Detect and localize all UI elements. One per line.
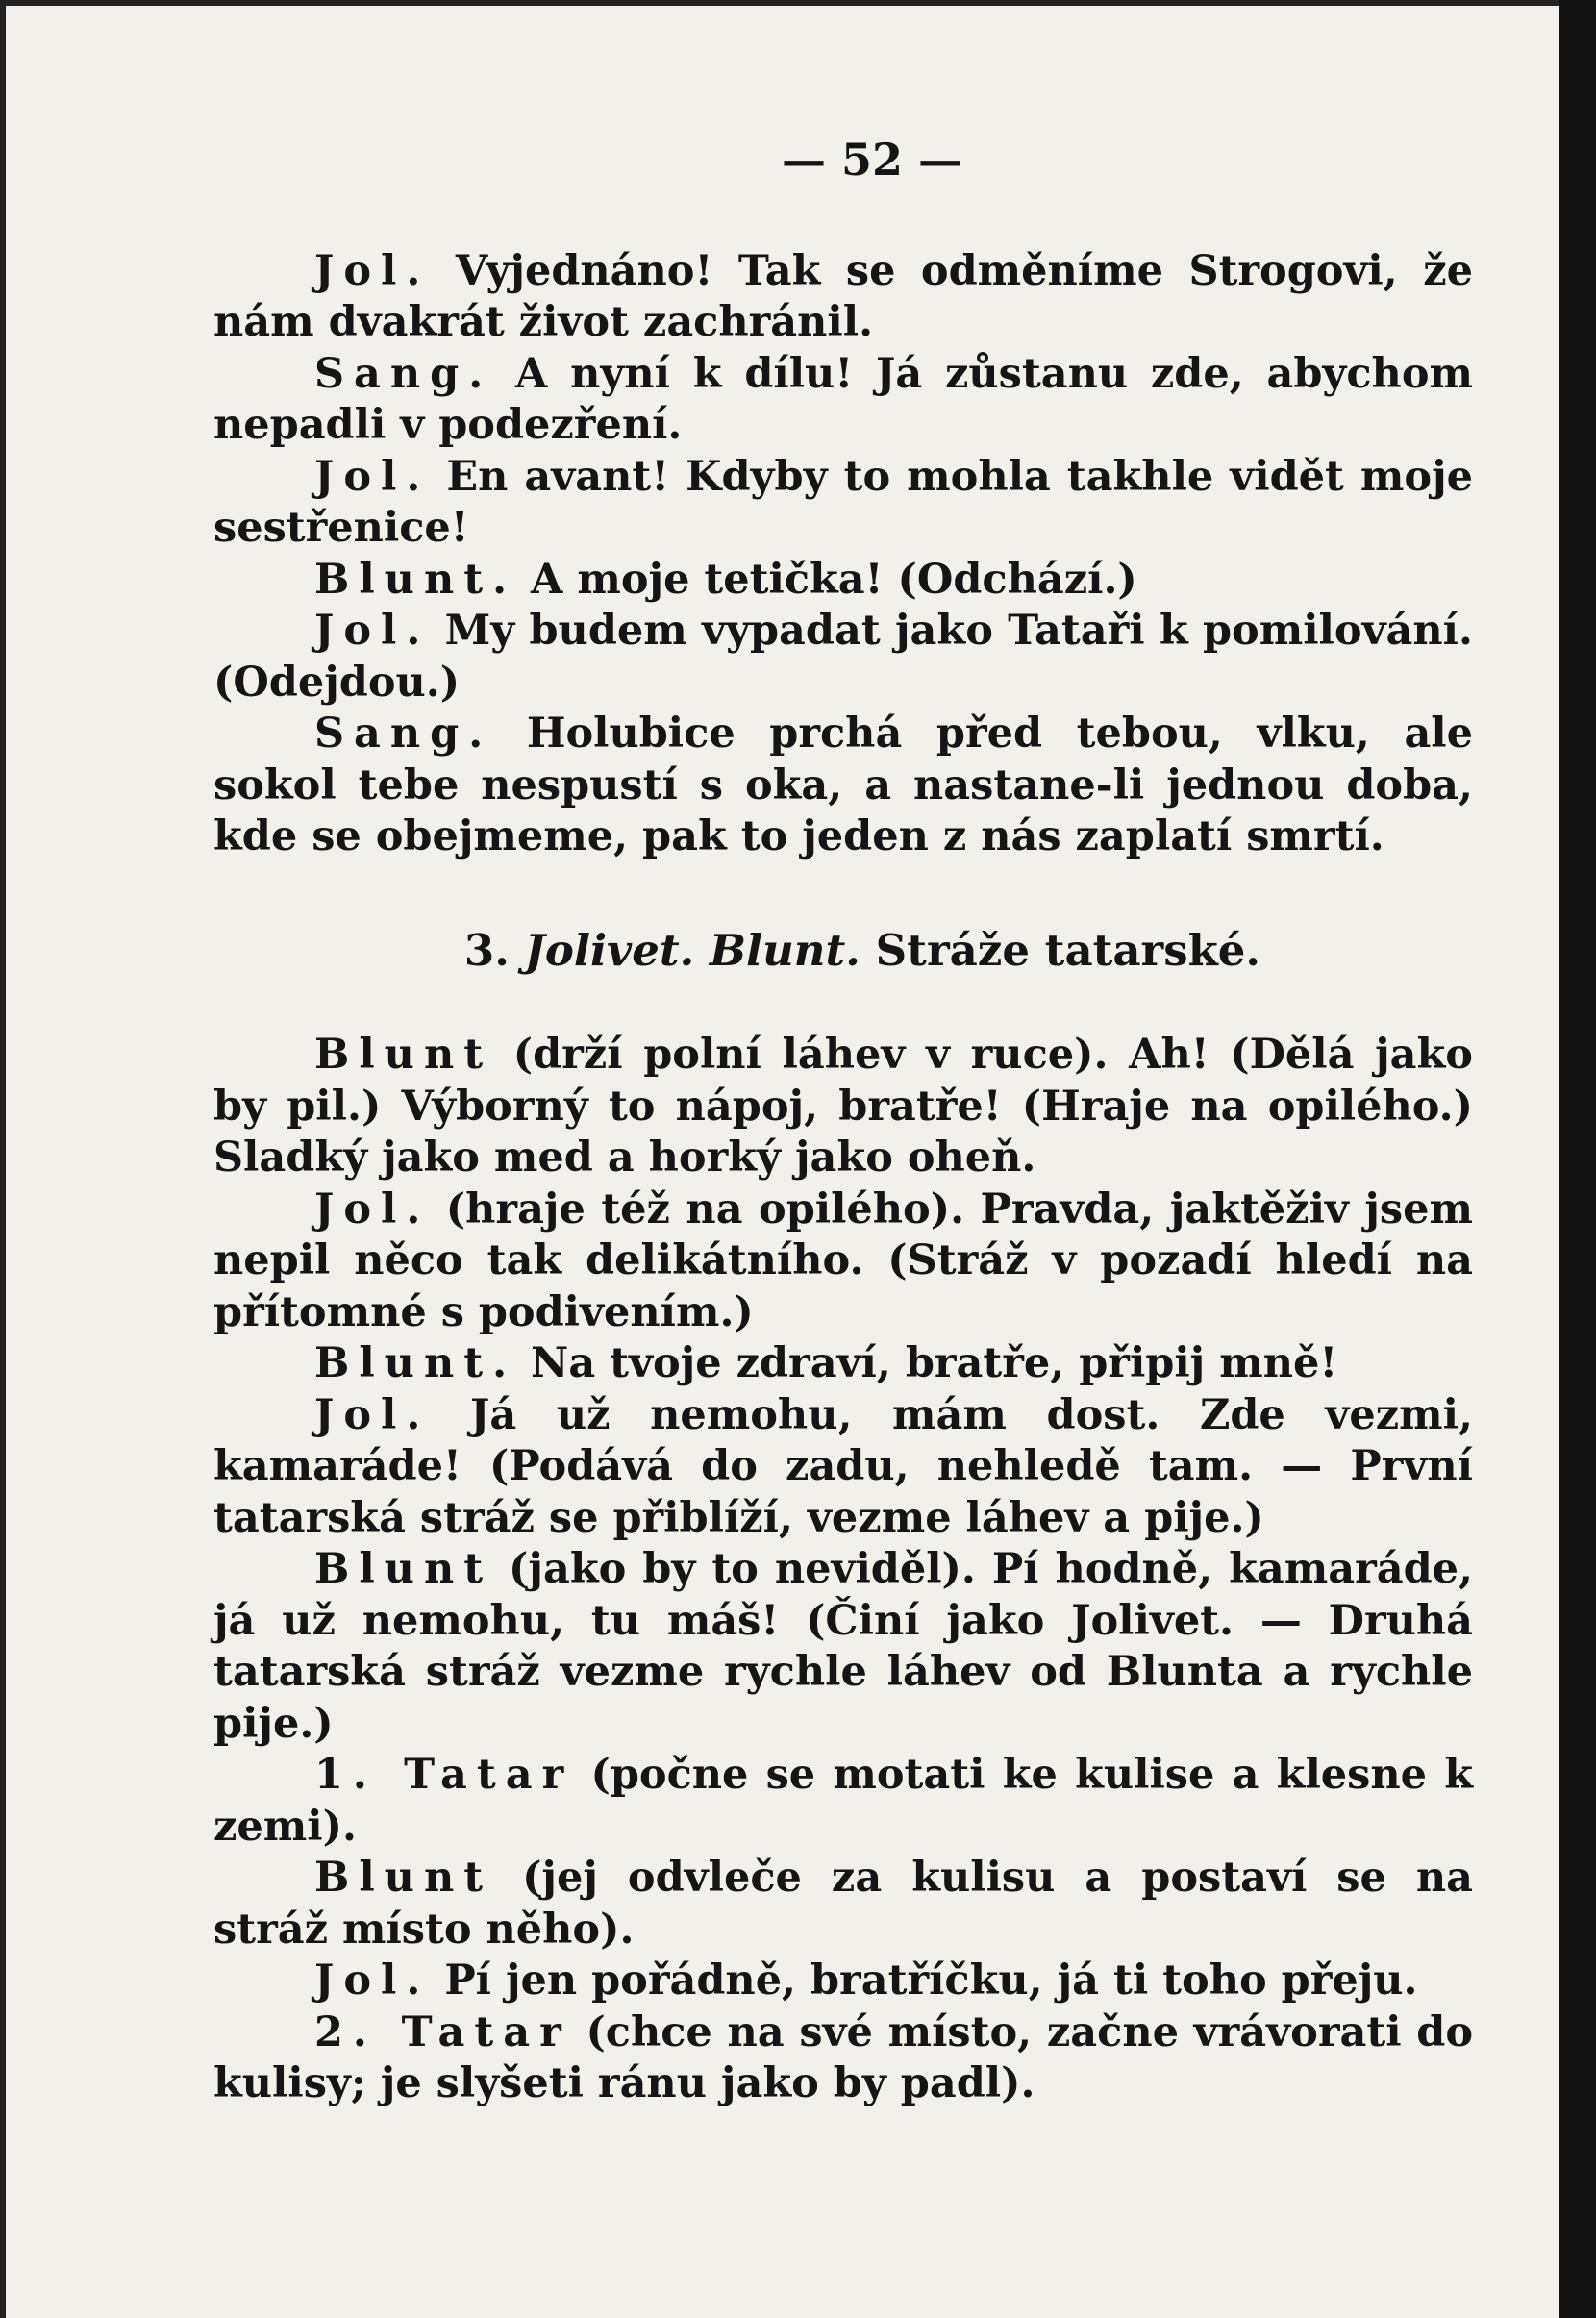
dialogue-line [213,1750,1473,1853]
line-text: Holubice prchá před tebou, vlku, ale sokol tebe nespustí s oka, a nastane-li jednou doba, kde se obejmeme, pak to jeden z nás zaplatí smrtí. [213,710,1473,860]
page-text [213,135,1473,2110]
line-text: Já už nemohu, mám dost. Zde vezmi, kamaráde! (Podává do zadu, nehledě tam. — První tatarská stráž se přiblíží, vezme láhev a pije.) [213,1390,1473,1542]
speaker-name: Jol. [314,607,431,655]
line-text: (drží polní láhev v ruce). Ah! (Dělá jako by pil.) Výborný to nápoj, bratře! (Hraje na opilého.) Sladký jako med a horký jako oheň. [213,1031,1473,1182]
speaker-name: Blunt [314,1545,493,1593]
line-text: My budem vypadat jako Tataři k pomilování. (Odejdou.) [213,607,1473,707]
speaker-name: 2. Tatar [314,2007,571,2056]
speaker-name: Sang. [314,710,493,758]
dialogue-line [213,1390,1473,1545]
dialogue-line [213,709,1473,863]
dialogue-line [213,1338,1473,1390]
line-text: (počne se motati ke kulise a klesne k zemi). [213,1751,1474,1851]
dialogue-line [213,1956,1473,2007]
line-text: Vyjednáno! Tak se odměníme Strogovi, že nám dvakrát život zachránil. [213,246,1473,346]
scene-heading [213,925,1473,977]
line-text: Pí jen pořádně, bratříčku, já ti toho přeju. [430,1957,1418,2005]
line-text: (hraje též na opilého). Pravda, jaktěživ jsem nepil něco tak delikátního. (Stráž v pozadí hledí na přítomné s podivením.) [213,1184,1473,1336]
line-text: En avant! Kdyby to mohla takhle vidět moje sestřenice! [213,452,1473,552]
speaker-name: Blunt [314,1031,493,1079]
speaker-name: Jol. [314,1957,431,2005]
dialogue-line [213,555,1473,607]
line-text: Na tvoje zdraví, bratře, připij mně! [516,1339,1338,1387]
speaker-name: Blunt. [314,555,517,604]
scene-number: 3. [463,924,510,976]
dialogue-block-2 [213,1030,1473,2110]
dialogue-line [213,349,1473,452]
speaker-name: Blunt [314,1854,493,1902]
dialogue-line [213,1184,1473,1339]
dialogue-block-1 [213,246,1473,863]
line-text: A moje tetička! (Odchází.) [516,555,1137,604]
speaker-name: 1. Tatar [314,1751,574,1799]
dialogue-line [213,1030,1473,1184]
line-text: A nyní k dílu! Já zůstanu zde, abychom nepadli v podezření. [213,349,1473,449]
dialogue-line [213,1853,1473,1956]
dialogue-line [213,246,1473,349]
speaker-name: Jol. [314,1390,431,1439]
speaker-name: Jol. [314,246,431,295]
line-text: (chce na své místo, začne vrávorati do kulisy; je slyšeti ránu jako by padl). [213,2007,1473,2107]
page-number: — 52 — [781,134,963,186]
speaker-name: Jol. [314,1184,431,1234]
speaker-name: Blunt. [314,1339,517,1387]
dialogue-line [213,2007,1473,2110]
scene-rest: Stráže tatarské. [875,924,1261,976]
line-text: (jako by to neviděl). Pí hodně, kamaráde, já už nemohu, tu máš! (Činí jako Jolivet. — Druhá tatarská stráž vezme rychle láhev od Blunta a rychle pije.) [213,1545,1473,1748]
scene-persons: Jolivet. Blunt. [524,924,860,976]
page-edge [1559,0,1596,2318]
speaker-name: Sang. [314,349,493,398]
dialogue-line [213,1544,1473,1750]
line-text: (jej odvleče za kulisu a postaví se na stráž místo něho). [213,1854,1473,1954]
dialogue-line [213,606,1473,709]
speaker-name: Jol. [314,452,431,501]
dialogue-line [213,452,1473,555]
